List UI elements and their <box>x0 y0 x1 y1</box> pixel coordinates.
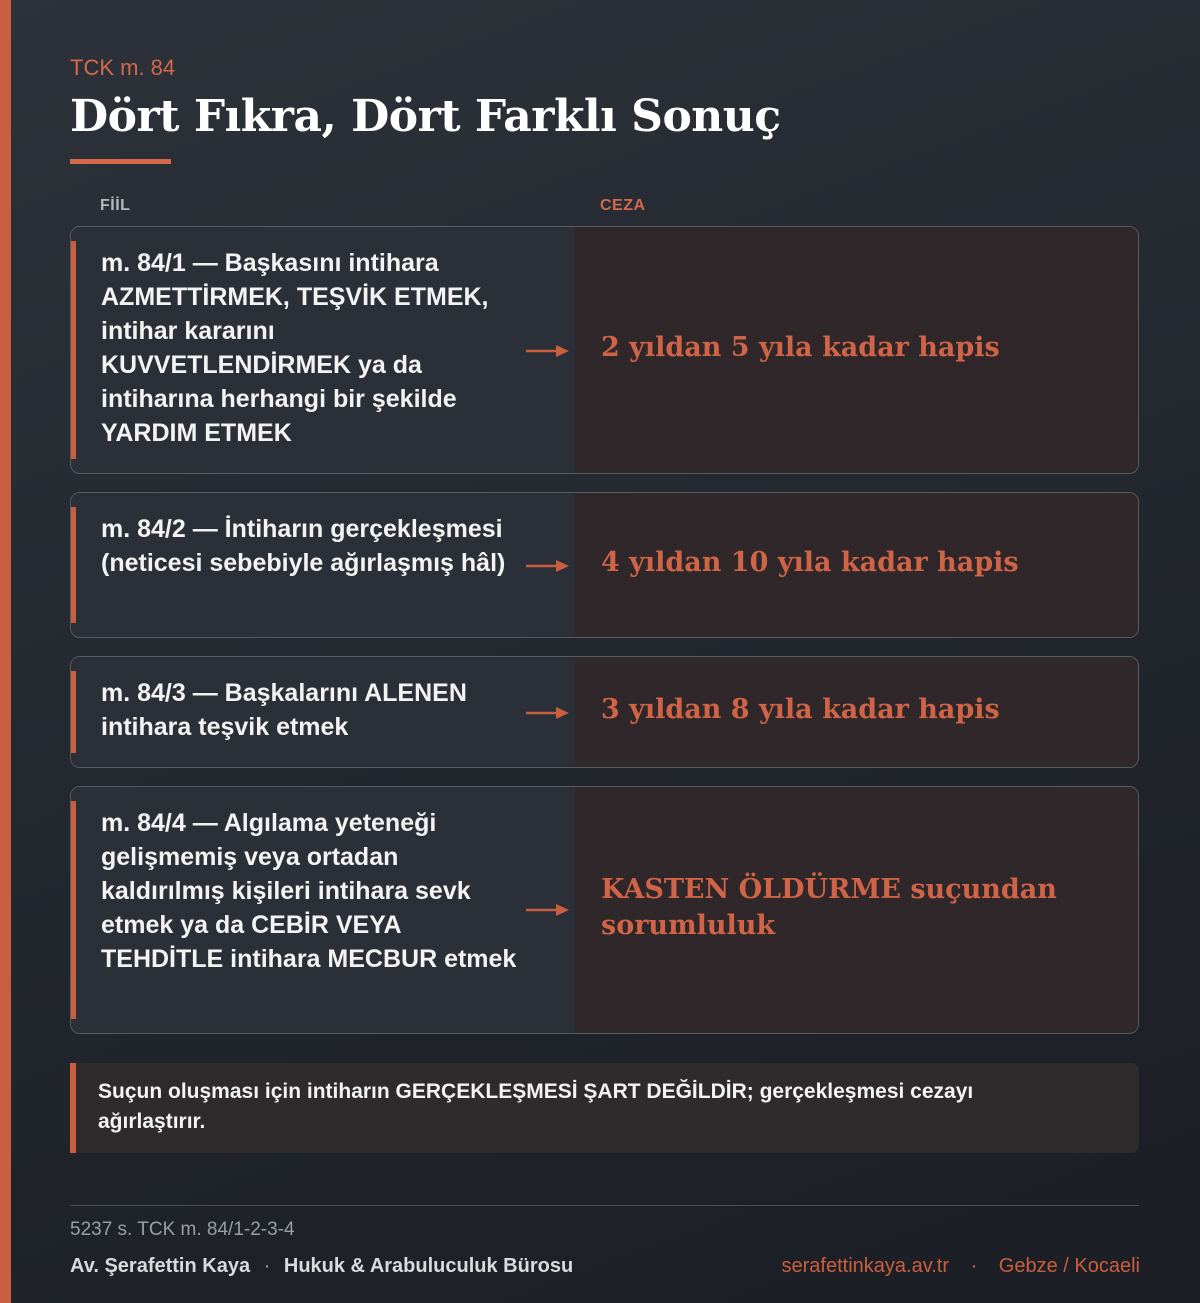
location-text: Gebze / Kocaeli <box>998 1255 1140 1277</box>
penalty-text: 3 yıldan 8 yıla kadar hapis <box>601 694 1000 725</box>
note-box <box>70 1063 1139 1153</box>
firm-name: Hukuk & Arabuluculuk Bürosu <box>283 1255 574 1277</box>
contact-line <box>782 1255 1140 1278</box>
author-line <box>70 1255 573 1278</box>
arrow-right-icon <box>526 706 569 720</box>
penalty-text: 4 yıldan 10 yıla kadar hapis <box>601 547 1019 578</box>
page-title: Dört Fıkra, Dört Farklı Sonuç <box>70 91 781 142</box>
row-accent-stripe <box>71 671 76 753</box>
note-accent-stripe <box>70 1063 76 1153</box>
source-citation: 5237 s. TCK m. 84/1-2-3-4 <box>70 1219 295 1240</box>
penalty-text: KASTEN ÖLDÜRME suçundan sorumluluk <box>601 874 1057 941</box>
row-accent-stripe <box>71 507 76 623</box>
title-underline <box>70 159 171 164</box>
article-row-84-3 <box>70 656 1139 768</box>
note-text: Suçun oluşması için intiharın GERÇEKLEŞMESİ ŞART DEĞİLDİR; gerçekleşmesi cezayı ağırlaştırır. <box>98 1080 974 1133</box>
act-description: m. 84/3 — Başkalarını ALENEN intihara teşvik etmek <box>101 679 467 741</box>
arrow-right-icon <box>526 344 569 358</box>
act-description: m. 84/2 — İntiharın gerçekleşmesi (neticesi sebebiyle ağırlaşmış hâl) <box>101 515 506 577</box>
article-row-84-2 <box>70 492 1139 638</box>
separator-dot: · <box>263 1255 271 1277</box>
row-accent-stripe <box>71 801 76 1019</box>
left-accent-bar <box>0 0 11 1303</box>
arrow-right-icon <box>526 903 569 917</box>
column-header-penalty: CEZA <box>600 197 646 214</box>
act-description: m. 84/4 — Algılama yeteneği gelişmemiş veya ortadan kaldırılmış kişileri intihara sevk etmek ya da CEBİR VEYA TEHDİTLE intihara MECBUR etmek <box>101 809 517 973</box>
arrow-right-icon <box>526 559 569 573</box>
footer-divider <box>70 1205 1139 1206</box>
author-name: Av. Şerafettin Kaya <box>70 1255 251 1277</box>
penalty-text: 2 yıldan 5 yıla kadar hapis <box>601 332 1000 363</box>
article-row-84-1 <box>70 226 1139 474</box>
article-reference: TCK m. 84 <box>70 55 176 80</box>
separator-dot: · <box>970 1255 978 1277</box>
column-header-act: FİİL <box>100 197 131 214</box>
row-accent-stripe <box>71 241 76 459</box>
website-link[interactable]: serafettinkaya.av.tr <box>781 1255 949 1277</box>
article-row-84-4 <box>70 786 1139 1034</box>
act-description: m. 84/1 — Başkasını intihara AZMETTİRMEK, TEŞVİK ETMEK, intihar kararını KUVVETLENDİRMEK ya da intiharına herhangi bir şekilde YARDIM ETMEK <box>101 249 489 447</box>
